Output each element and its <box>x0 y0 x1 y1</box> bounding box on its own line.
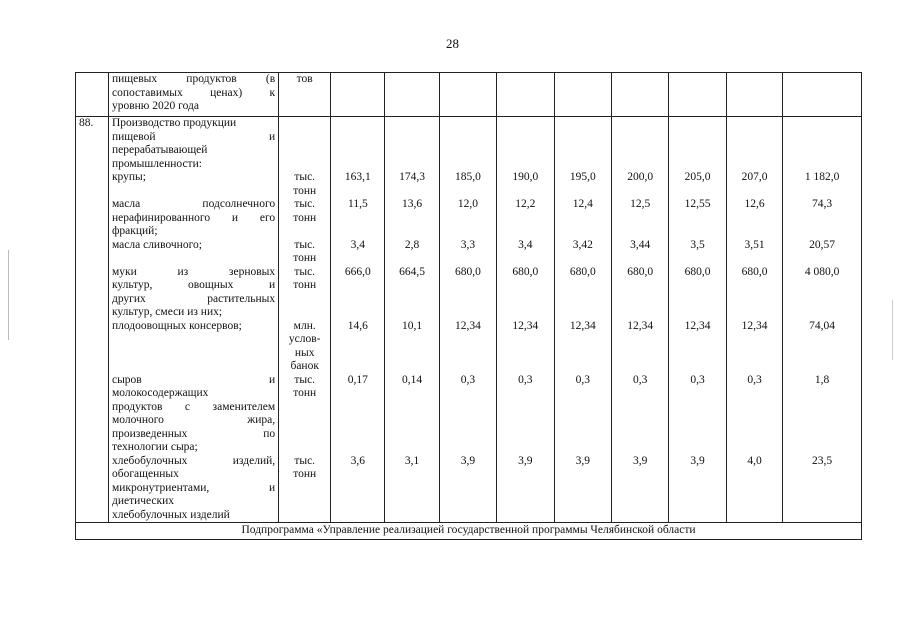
row-value-cell: 205,0 <box>669 171 726 198</box>
row-value-cell: 12,55 <box>669 198 726 239</box>
empty-cell <box>439 73 496 117</box>
empty-cell <box>783 73 862 117</box>
item-title-line: промышленности: <box>111 157 202 170</box>
row-value-cell: 20,57 <box>783 239 862 266</box>
row-unit-line: тонн <box>293 279 317 291</box>
item-title-blank-cell <box>279 117 331 172</box>
row-value-cell: 190,0 <box>497 171 554 198</box>
empty-cell <box>669 73 726 117</box>
table-row <box>76 171 862 198</box>
row-unit-cell <box>279 320 331 374</box>
row-name-line: технологии сыра; <box>111 441 198 453</box>
item-title-blank-cell <box>611 117 668 172</box>
row-value-cell: 12,2 <box>497 198 554 239</box>
row-value-cell: 0,3 <box>611 374 668 455</box>
empty-cell <box>385 73 439 117</box>
continuation-name-cell <box>108 73 278 117</box>
item-title-blank-cell <box>497 117 554 172</box>
row-value-cell: 680,0 <box>439 266 496 320</box>
subprogram-title: Подпрограмма «Управление реализацией государственной программы Челябинской области <box>76 523 862 540</box>
row-name-cell <box>108 239 278 266</box>
row-unit-cell <box>279 266 331 320</box>
row-name-line: хлебобулочных изделий, <box>111 454 276 467</box>
row-name-line: нерафинированного и его <box>111 211 276 224</box>
row-value-cell: 12,34 <box>669 320 726 374</box>
row-value-cell: 163,1 <box>331 171 385 198</box>
row-name-cell <box>108 266 278 320</box>
item-title-row <box>76 117 862 172</box>
row-unit-line: тыс. <box>294 238 316 251</box>
empty-cell <box>611 73 668 117</box>
row-name-line: культур, смеси из них; <box>111 306 223 318</box>
right-margin-mark <box>892 300 893 360</box>
row-value-cell: 1,8 <box>783 374 862 455</box>
row-value-cell: 3,9 <box>439 455 496 523</box>
row-value-cell: 680,0 <box>497 266 554 320</box>
empty-cell <box>497 73 554 117</box>
row-value-cell: 3,9 <box>554 455 611 523</box>
row-value-cell: 0,3 <box>554 374 611 455</box>
item-title-blank-cell <box>669 117 726 172</box>
item-title-blank-cell <box>331 117 385 172</box>
row-unit-line: услов- <box>288 333 321 345</box>
row-name-cell <box>108 198 278 239</box>
row-value-cell: 185,0 <box>439 171 496 198</box>
row-unit-cell <box>279 374 331 455</box>
row-value-cell: 0,3 <box>726 374 782 455</box>
row-name-line: молочного жира, <box>111 414 276 426</box>
row-unit-line: млн. <box>293 319 316 332</box>
continuation-unit-cell: тов <box>279 73 331 117</box>
row-unit-line: тонн <box>293 468 317 480</box>
table-row <box>76 455 862 523</box>
row-name-cell <box>108 374 278 455</box>
continuation-name-line: сопоставимых ценах) к <box>111 86 276 99</box>
row-value-cell: 12,34 <box>726 320 782 374</box>
row-value-cell: 174,3 <box>385 171 439 198</box>
row-value-cell: 23,5 <box>783 455 862 523</box>
row-unit-line: тыс. <box>294 171 316 183</box>
row-value-cell: 3,6 <box>331 455 385 523</box>
row-value-cell: 680,0 <box>611 266 668 320</box>
row-value-cell: 14,6 <box>331 320 385 374</box>
row-unit-cell <box>279 171 331 198</box>
row-name-cell <box>108 455 278 523</box>
row-value-cell: 12,34 <box>497 320 554 374</box>
row-name-line: крупы; <box>111 171 146 183</box>
row-value-cell: 3,1 <box>385 455 439 523</box>
row-unit-line: тонн <box>293 387 317 399</box>
row-value-cell: 12,34 <box>554 320 611 374</box>
continuation-number-cell <box>76 73 109 117</box>
row-name-line: молокосодержащих <box>111 387 209 399</box>
row-value-cell: 10,1 <box>385 320 439 374</box>
row-value-cell: 11,5 <box>331 198 385 239</box>
row-name-line: произведенных по <box>111 427 276 440</box>
production-table <box>75 72 862 540</box>
row-value-cell: 680,0 <box>726 266 782 320</box>
row-value-cell: 12,6 <box>726 198 782 239</box>
row-name-line: хлебобулочных изделий <box>111 508 230 521</box>
row-value-cell: 3,44 <box>611 239 668 266</box>
row-value-cell: 680,0 <box>669 266 726 320</box>
row-value-cell: 3,51 <box>726 239 782 266</box>
item-title-blank-cell <box>439 117 496 172</box>
row-name-line: сыров и <box>111 373 276 386</box>
row-name-line: масла подсолнечного <box>111 198 276 210</box>
continuation-row <box>76 73 862 117</box>
row-value-cell: 0,3 <box>497 374 554 455</box>
row-value-cell: 12,34 <box>439 320 496 374</box>
continuation-name-line: уровню 2020 года <box>111 100 199 112</box>
row-name-line: фракций; <box>111 225 158 237</box>
row-unit-cell <box>279 455 331 523</box>
table-row <box>76 266 862 320</box>
item-title-line: Производство продукции <box>111 117 237 129</box>
row-value-cell: 74,04 <box>783 320 862 374</box>
row-name-cell <box>108 320 278 374</box>
row-value-cell: 3,4 <box>331 239 385 266</box>
row-name-line: плодоовощных консервов; <box>111 319 242 332</box>
page-number: 28 <box>446 36 459 51</box>
item-title-blank-cell <box>783 117 862 172</box>
row-unit-line: тонн <box>293 184 317 197</box>
row-name-line: культур, овощных и <box>111 279 276 291</box>
row-value-cell: 74,3 <box>783 198 862 239</box>
row-value-cell: 3,4 <box>497 239 554 266</box>
table-row <box>76 198 862 239</box>
row-value-cell: 12,4 <box>554 198 611 239</box>
row-value-cell: 0,14 <box>385 374 439 455</box>
row-value-cell: 12,34 <box>611 320 668 374</box>
row-name-line: муки из зерновых <box>111 265 276 278</box>
item-title-line: пищевой и <box>111 130 276 143</box>
row-value-cell: 12,0 <box>439 198 496 239</box>
row-name-cell <box>108 171 278 198</box>
row-unit-line: ных <box>294 346 315 359</box>
row-value-cell: 13,6 <box>385 198 439 239</box>
row-value-cell: 680,0 <box>554 266 611 320</box>
row-value-cell: 3,3 <box>439 239 496 266</box>
item-title-blank-cell <box>726 117 782 172</box>
row-value-cell: 0,17 <box>331 374 385 455</box>
row-name-line: других растительных <box>111 292 276 305</box>
row-value-cell: 3,42 <box>554 239 611 266</box>
row-value-cell: 664,5 <box>385 266 439 320</box>
row-unit-cell <box>279 198 331 239</box>
table-row <box>76 374 862 455</box>
row-name-line: микронутриентами, и <box>111 481 276 494</box>
row-value-cell: 0,3 <box>439 374 496 455</box>
row-unit-line: тыс. <box>294 373 316 386</box>
row-value-cell: 3,9 <box>669 455 726 523</box>
row-value-cell: 207,0 <box>726 171 782 198</box>
row-name-line: продуктов с заменителем <box>111 400 276 413</box>
row-name-line: обогащенных <box>111 468 179 480</box>
empty-cell <box>726 73 782 117</box>
left-margin-mark <box>8 250 9 340</box>
item-title-blank-cell <box>385 117 439 172</box>
table-row <box>76 239 862 266</box>
row-value-cell: 4 080,0 <box>783 266 862 320</box>
row-value-cell: 1 182,0 <box>783 171 862 198</box>
item-title-line: перерабатывающей <box>111 144 208 156</box>
item-title-blank-cell <box>554 117 611 172</box>
empty-cell <box>554 73 611 117</box>
row-unit-line: тонн <box>293 211 317 224</box>
item-title-cell <box>108 117 278 172</box>
row-value-cell: 666,0 <box>331 266 385 320</box>
row-value-cell: 3,9 <box>611 455 668 523</box>
row-value-cell: 3,9 <box>497 455 554 523</box>
row-value-cell: 0,3 <box>669 374 726 455</box>
item-number-cell: 88. <box>76 117 109 523</box>
table-row <box>76 320 862 374</box>
subprogram-row <box>76 523 862 540</box>
row-unit-line: банок <box>290 360 319 372</box>
row-name-line: диетических <box>111 495 175 507</box>
row-unit-line: тыс. <box>294 265 316 278</box>
row-unit-line: тыс. <box>294 198 316 210</box>
continuation-name-line: пищевых продуктов (в <box>111 73 276 85</box>
row-unit-line: тонн <box>293 252 317 264</box>
row-value-cell: 200,0 <box>611 171 668 198</box>
row-unit-line: тыс. <box>294 454 316 467</box>
row-value-cell: 2,8 <box>385 239 439 266</box>
row-value-cell: 3,5 <box>669 239 726 266</box>
row-unit-cell <box>279 239 331 266</box>
empty-cell <box>331 73 385 117</box>
row-value-cell: 4,0 <box>726 455 782 523</box>
row-name-line: масла сливочного; <box>111 238 202 251</box>
row-value-cell: 12,5 <box>611 198 668 239</box>
row-value-cell: 195,0 <box>554 171 611 198</box>
